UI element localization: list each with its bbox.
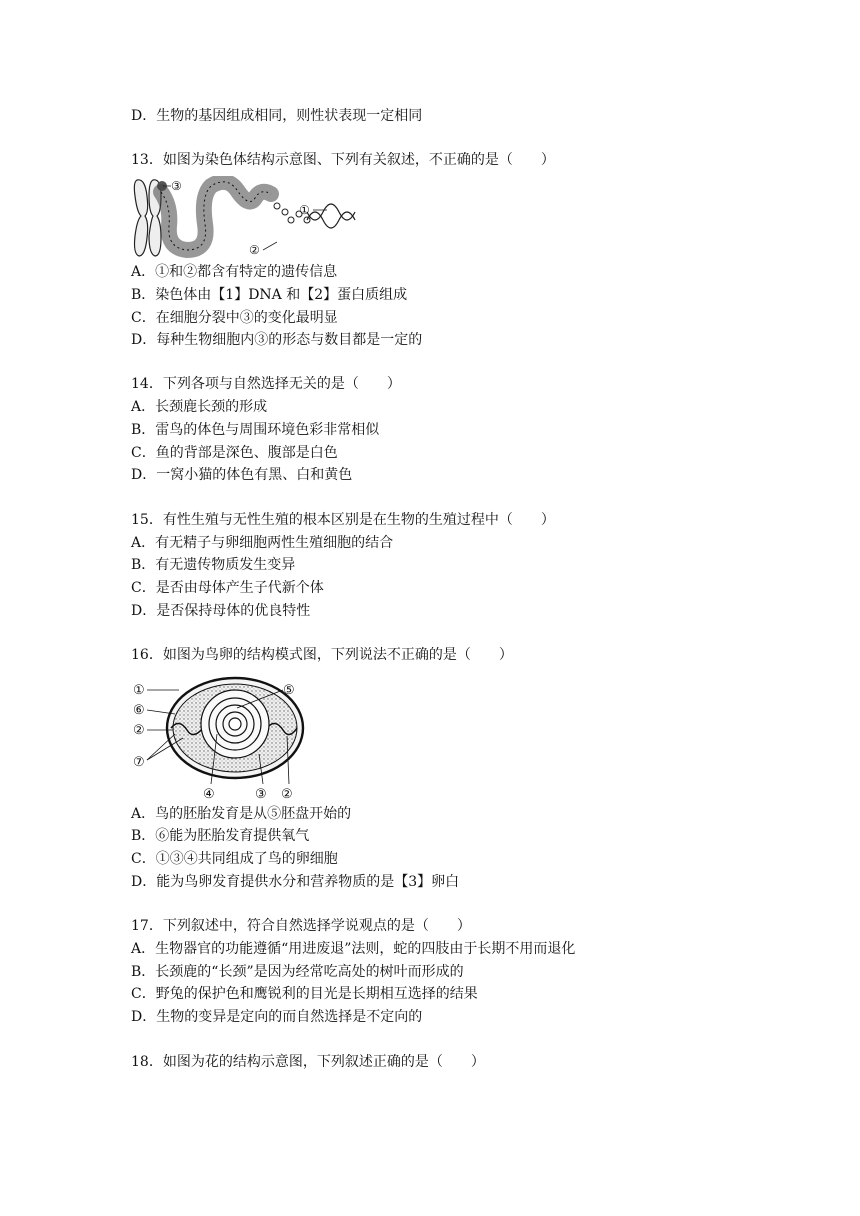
q13-option-c: C．在细胞分裂中③的变化最明显 — [131, 310, 338, 326]
egg-label-7: ⑦ — [133, 755, 145, 770]
label-1: ① — [299, 203, 310, 217]
q15-option-d: D．是否保持母体的优良特性 — [131, 603, 311, 619]
egg-label-3: ③ — [255, 787, 267, 802]
egg-label-2-left: ② — [133, 723, 145, 738]
egg-label-4: ④ — [203, 787, 215, 802]
q13-option-a: A．①和②都含有特定的遗传信息 — [131, 264, 338, 280]
bird-egg-figure — [131, 674, 307, 802]
q16-option-d: D．能为鸟卵发育提供水分和营养物质的是【3】卵白 — [131, 874, 460, 890]
q17-option-c: C．野兔的保护色和鹰锐利的目光是长期相互选择的结果 — [131, 986, 478, 1002]
q17-stem: 17．下列叙述中，符合自然选择学说观点的是（ ） — [131, 918, 471, 934]
q15-option-b: B．有无遗传物质发生变异 — [131, 557, 296, 573]
q13-option-d: D．每种生物细胞内③的形态与数目都是一定的 — [131, 332, 423, 348]
q12-option-d: D．生物的基因组成相同，则性状表现一定相同 — [131, 108, 423, 124]
q14-stem: 14．下列各项与自然选择无关的是（ ） — [131, 376, 401, 392]
egg-label-6: ⑥ — [133, 703, 145, 718]
q15-option-c: C．是否由母体产生子代新个体 — [131, 580, 324, 596]
q14-option-b: B．雷鸟的体色与周围环境色彩非常相似 — [131, 422, 380, 438]
q16-option-a: A．鸟的胚胎发育是从⑤胚盘开始的 — [131, 806, 352, 822]
q16-stem: 16．如图为鸟卵的结构模式图，下列说法不正确的是（ ） — [131, 647, 513, 663]
egg-label-1: ① — [133, 683, 145, 698]
q16-option-c: C．①③④共同组成了鸟的卵细胞 — [131, 851, 338, 867]
q17-option-d: D．生物的变异是定向的而自然选择是不定向的 — [131, 1009, 423, 1025]
q18-stem: 18．如图为花的结构示意图，下列叙述正确的是（ ） — [131, 1054, 485, 1070]
q16-option-b: B．⑥能为胚胎发育提供氧气 — [131, 828, 310, 844]
q14-option-a: A．长颈鹿长颈的形成 — [131, 399, 268, 415]
q17-option-a: A．生物器官的功能遵循“用进废退”法则，蛇的四肢由于长期不用而退化 — [131, 941, 576, 957]
q17-option-b: B．长颈鹿的“长颈”是因为经常吃高处的树叶而形成的 — [131, 964, 464, 980]
q14-option-d: D．一窝小猫的体色有黑、白和黄色 — [131, 467, 353, 483]
q13-option-b: B．染色体由【1】DNA 和【2】蛋白质组成 — [131, 287, 408, 303]
q15-option-a: A．有无精子与卵细胞两性生殖细胞的结合 — [131, 535, 394, 551]
label-3: ③ — [171, 179, 182, 193]
label-2: ② — [249, 243, 260, 257]
egg-label-2-right: ② — [281, 787, 293, 802]
chromosome-figure — [131, 176, 363, 260]
q14-option-c: C．鱼的背部是深色、腹部是白色 — [131, 445, 338, 461]
q15-stem: 15．有性生殖与无性生殖的根本区别是在生物的生殖过程中（ ） — [131, 512, 555, 528]
q13-stem: 13．如图为染色体结构示意图、下列有关叙述，不正确的是（ ） — [131, 152, 555, 168]
egg-label-5: ⑤ — [283, 683, 295, 698]
